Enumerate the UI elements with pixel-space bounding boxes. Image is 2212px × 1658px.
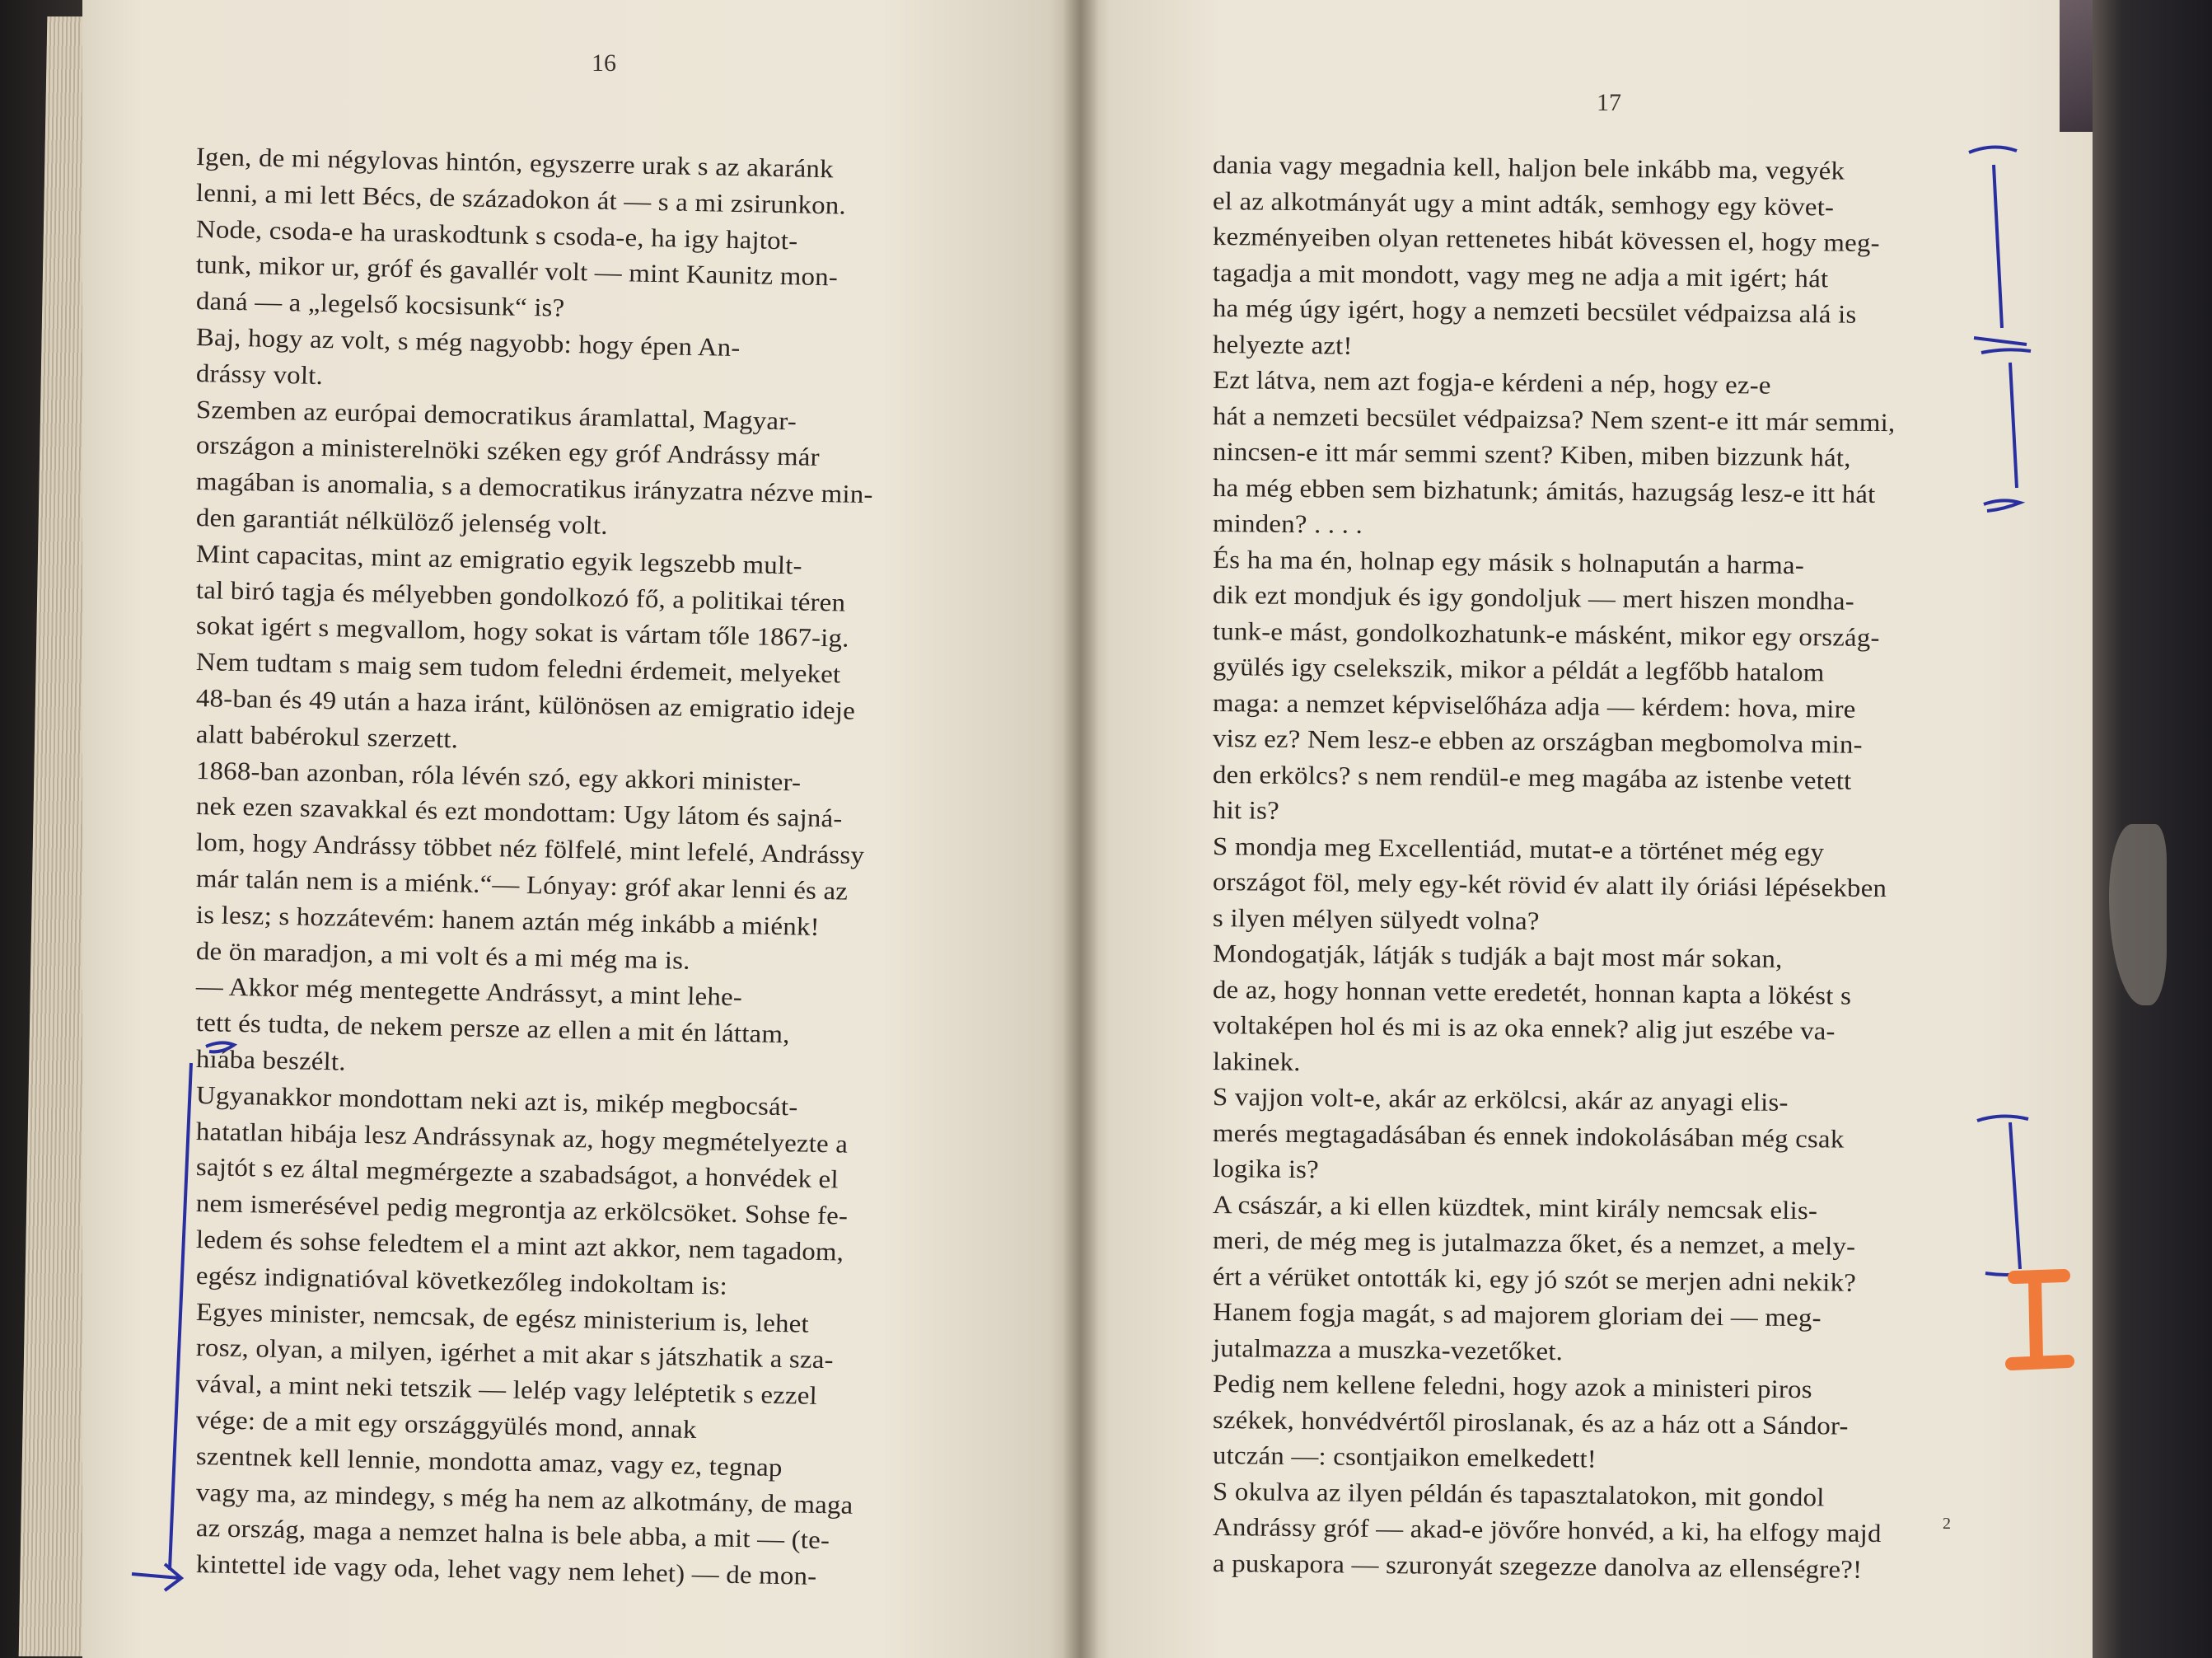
right-page-line: És ha ma én, holnap egy másik s holnapután a harma-	[1212, 544, 1805, 579]
left-page-line: már talán nem is a miénk.“— Lónyay: gróf akar lenni és az	[195, 864, 849, 906]
right-page-line: jutalmazza a muszka-vezetőket.	[1212, 1332, 1564, 1365]
right-page-line: den erkölcs? s nem rendül-e meg magába az istenbe vetett	[1212, 759, 1852, 795]
left-page-line: vége: de a mit egy országgyülés mond, annak	[195, 1405, 697, 1445]
right-page-line: S mondja meg Excellentiád, mutat-e a történet még egy	[1212, 831, 1825, 866]
pen-bracket-right-low	[1977, 1116, 2028, 1275]
left-page-line: Szemben az európai democratikus áramlattal, Magyar-	[195, 394, 797, 435]
left-page-line: — Akkor még mentegette Andrássyt, a mint lehe-	[195, 972, 743, 1012]
left-page-line: egész indignatióval következőleg indokoltam is:	[195, 1260, 728, 1300]
right-page-line: székek, honvédvértől piroslanak, és az a ház ott a Sándor-	[1212, 1404, 1849, 1440]
pen-vertical-line-left	[170, 1063, 191, 1570]
right-page-line: hit is?	[1212, 795, 1280, 825]
left-page-line: Ugyanakkor mondottam neki azt is, mikép megbocsát-	[195, 1080, 798, 1122]
right-page-line: voltaképen hol és mi is az oka ennek? alig jut eszébe va-	[1212, 1010, 1836, 1046]
right-page-line: ha még ebben sem bizhatunk; ámitás, hazugság lesz-e itt hát	[1212, 472, 1876, 508]
pen-arrow-left	[132, 1564, 181, 1590]
pen-bracket-right-mid	[1984, 363, 2020, 511]
right-page-line: Hanem fogja magát, s ad majorem gloriam dei — meg-	[1212, 1297, 1822, 1332]
left-page-line: Baj, hogy az volt, s még nagyobb: hogy épen An-	[195, 322, 741, 363]
left-page-line: Egyes minister, nemcsak, de egész ministerium is, lehet	[195, 1296, 810, 1338]
left-page-line: sajtót s ez által megmérgezte a szabadságot, a honvédek el	[195, 1152, 839, 1194]
right-page-line: s ilyen mélyen sülyedt volna?	[1212, 902, 1540, 935]
left-page-line: 48-ban és 49 után a haza iránt, különösen az emigratio ideje	[195, 683, 856, 725]
left-page-line: daná — a „legelső kocsisunk“ is?	[195, 286, 565, 323]
right-page-line: ért a vérüket ontották ki, egy jó szót se merjen adni nekik?	[1212, 1261, 1857, 1297]
left-page-line: az ország, maga a nemzet halna is bele abba, a mit — (te-	[195, 1513, 830, 1555]
right-page-line: S vajjon volt-e, akár az erkölcsi, akár az anyagi elis-	[1212, 1082, 1789, 1117]
left-page-number: 16	[592, 49, 616, 77]
pen-bracket-left	[206, 1042, 234, 1051]
left-page-line: tett és tudta, de nekem persze az ellen a mit én láttam,	[195, 1008, 791, 1049]
left-page-line: sokat igért s megvallom, hogy sokat is vártam tőle 1867-ig.	[195, 611, 850, 653]
right-page-line: országot föl, mely egy-két rövid év alatt ily óriási lépésekben	[1212, 867, 1887, 903]
orange-marker-mark	[2012, 1276, 2068, 1364]
left-page-line: Node, csoda-e ha uraskodtunk s csoda-e, ha igy hajtot-	[195, 213, 798, 255]
right-page-line: utczán —: csontjaikon emelkedett!	[1212, 1440, 1597, 1473]
right-page-line: gyülés igy cselekszik, mikor a példát a legfőbb hatalom	[1212, 652, 1825, 687]
left-page-line: is lesz; s hozzátevém: hanem aztán még inkább a miénk!	[195, 899, 821, 941]
left-page-line: ledem és sohse feledtem el a mint azt akkor, nem tagadom,	[195, 1225, 844, 1267]
right-page-line: Pedig nem kellene feledni, hogy azok a ministeri piros	[1212, 1369, 1812, 1404]
left-page-line: de ön maradjon, a mi volt és a mi még ma is.	[195, 935, 691, 975]
left-page-line: tal biró tagja és mélyebben gondolkozó fő, a politikai téren	[195, 574, 846, 617]
right-page-line: dania vagy megadnia kell, haljon bele inkább ma, vegyék	[1212, 150, 1845, 185]
right-page-line: meri, de még meg is jutalmazza őket, és a nemzet, a mely-	[1212, 1225, 1856, 1261]
pen-bracket-right-top	[1969, 147, 2031, 353]
left-page-line: nem ismerésével pedig megrontja az erkölcsöket. Sohse fe-	[195, 1188, 849, 1230]
right-page-line: nincsen-e itt már semmi szent? Kiben, miben bizzunk hát,	[1212, 437, 1851, 472]
left-page-line: tunk, mikor ur, gróf és gavallér volt — mint Kaunitz mon-	[195, 250, 839, 292]
right-page-line: visz ez? Nem lesz-e ebben az országban megbomolva min-	[1212, 724, 1863, 759]
right-page-line: kezményeiben olyan rettenetes hibát kövessen el, hogy meg-	[1212, 222, 1880, 257]
left-page-line: rosz, olyan, a milyen, igérhet a mit akar s játszhatik a sza-	[195, 1332, 835, 1375]
signature-mark: 2	[1943, 1515, 1951, 1533]
left-page-line: hatatlan hibája lesz Andrássynak az, hogy megmételyezte a	[195, 1116, 849, 1159]
right-page-line: ha még úgy igért, hogy a nemzeti becsület védpaizsa alá is	[1212, 293, 1857, 329]
right-page-line: tagadja a mit mondott, vagy meg ne adja a mit igért; hát	[1212, 257, 1829, 293]
left-page-line: 1868-ban azonban, róla lévén szó, egy akkori minister-	[195, 755, 802, 797]
right-page-line: a puskapora — szuronyát szegezze danolva az ellenségre?!	[1212, 1548, 1863, 1584]
left-page-line: vával, a mint neki tetszik — lelép vagy leléptetik s ezzel	[195, 1369, 818, 1411]
left-page-line: szentnek kell lennie, mondotta amaz, vagy ez, tegnap	[195, 1440, 783, 1482]
right-page-line: logika is?	[1212, 1154, 1320, 1184]
right-page-number: 17	[1597, 89, 1621, 116]
right-page-line: Andrássy gróf — akad-e jövőre honvéd, a ki, ha elfogy majd	[1212, 1512, 1882, 1548]
left-page-line: magában is anomalia, s a democratikus irányzatra nézve min-	[195, 466, 874, 509]
left-page-line: Mint capacitas, mint az emigratio egyik legszebb mult-	[195, 538, 803, 580]
right-page-line: hát a nemzeti becsület védpaizsa? Nem szent-e itt már semmi,	[1212, 400, 1896, 437]
right-page-line: Ezt látva, nem azt fogja-e kérdeni a nép, hogy ez-e	[1212, 365, 1771, 400]
left-page-line: Nem tudtam s maig sem tudom feledni érdemeit, melyeket	[195, 647, 841, 689]
right-page-line: el az alkotmányát ugy a mint adták, semhogy egy követ-	[1212, 185, 1835, 221]
left-page-line: hiába beszélt.	[195, 1044, 347, 1076]
left-page-line: Igen, de mi négylovas hintón, egyszerre urak s az akaránk	[195, 142, 835, 184]
right-page-line: dik ezt mondjuk és igy gondoljuk — mert hiszen mondha-	[1212, 580, 1855, 616]
right-page-line: helyezte azt!	[1212, 329, 1353, 360]
right-page-line: minden? . . . .	[1212, 508, 1363, 539]
left-page-line: országon a ministerelnöki széken egy gróf Andrássy már	[195, 430, 821, 472]
left-page-line: nek ezen szavakkal és ezt mondottam: Ugy látom és sajná-	[195, 791, 843, 833]
right-page-line: A császár, a ki ellen küzdtek, mint király nemcsak elis-	[1212, 1189, 1818, 1225]
left-page-line: kintettel ide vagy oda, lehet vagy nem lehet) — de mon-	[195, 1549, 817, 1591]
left-page-line: alatt babérokul szerzett.	[195, 719, 459, 754]
right-page-line: Mondogatják, látják s tudják a bajt most már sokan,	[1212, 939, 1783, 973]
left-page-line: lenni, a mi lett Bécs, de századokon át — s a mi zsirunkon.	[195, 177, 847, 220]
right-page-line: de az, hogy honnan vette eredetét, honnan kapta a lökést s	[1212, 974, 1852, 1010]
left-page-line: den garantiát nélkülöző jelenség volt.	[195, 503, 609, 540]
right-page-line: tunk-e mást, gondolkozhatunk-e másként, mikor egy ország-	[1212, 616, 1880, 652]
right-page-line: maga: a nemzet képviselőháza adja — kérdem: hova, mire	[1212, 687, 1856, 724]
left-page-line: vagy ma, az mindegy, s még ha nem az alkotmány, de maga	[195, 1477, 853, 1520]
left-page-line: lom, hogy Andrássy többet néz fölfelé, mint lefelé, Andrássy	[195, 827, 865, 870]
right-page-line: S okulva az ilyen példán és tapasztalatokon, mit gondol	[1212, 1476, 1825, 1511]
right-page-line: merés megtagadásában és ennek indokolásában még csak	[1212, 1117, 1845, 1154]
left-page-line: drássy volt.	[195, 358, 324, 390]
right-page-line: lakinek.	[1212, 1046, 1301, 1076]
